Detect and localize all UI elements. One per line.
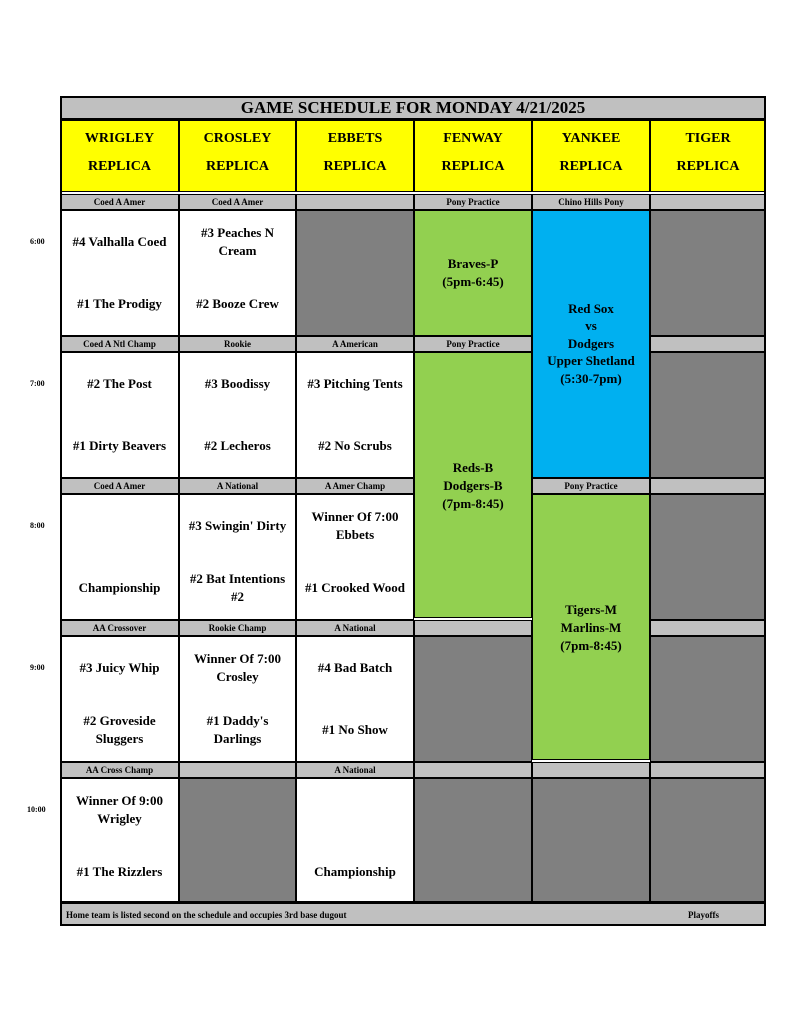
division-label: A National [296, 620, 414, 636]
division-label: AA Crossover [60, 620, 179, 636]
game-cell-wrigley-6 [60, 210, 179, 336]
time-range: (5pm-6:45) [442, 274, 504, 289]
home-team: #2 Booze Crew [196, 296, 279, 311]
home-team: Championship [78, 580, 161, 595]
division-label [532, 762, 650, 778]
field-sub: REPLICA [205, 159, 269, 174]
away-team: #4 Valhalla Coed [72, 234, 167, 249]
field-sub: REPLICA [87, 159, 151, 174]
game-cell-crosley-9 [179, 636, 296, 762]
game-cell-wrigley-7 [60, 352, 179, 478]
home-team: #1 The Prodigy [77, 296, 162, 311]
division-label [414, 762, 532, 778]
division-label: AA Cross Champ [60, 762, 179, 778]
time-range: (7pm-8:45) [560, 638, 622, 653]
division-label [414, 620, 532, 636]
pony-practice-block [414, 210, 532, 336]
division-label: Rookie Champ [179, 620, 296, 636]
field-sub: REPLICA [441, 159, 505, 174]
division-label: Pony Practice [414, 194, 532, 210]
field-header-wrigley [60, 120, 179, 192]
away-team: #3 Pitching Tents [307, 376, 403, 391]
away-team: #3 Peaches N Cream [201, 225, 274, 258]
team-name: Braves-P [447, 256, 499, 271]
away-team: #3 Swingin' Dirty [188, 518, 287, 533]
field-name: TIGER [685, 131, 731, 146]
home-team: #1 Crooked Wood [305, 580, 405, 595]
away-team: #4 Bad Batch [317, 660, 393, 675]
away-team: #2 The Post [87, 376, 152, 391]
away-team: Winner Of 9:00 Wrigley [76, 793, 163, 826]
page-title: GAME SCHEDULE FOR MONDAY 4/21/2025 [60, 96, 766, 120]
division-label: A National [179, 478, 296, 494]
game-cell-crosley-8 [179, 494, 296, 620]
chino-hills-pony-block [532, 210, 650, 478]
team-name: Tigers-M [565, 602, 617, 617]
field-header-fenway [414, 120, 532, 192]
versus-text: vs [585, 318, 597, 333]
game-cell-wrigley-9 [60, 636, 179, 762]
division-label: A American [296, 336, 414, 352]
team-name: Marlins-M [560, 620, 622, 635]
unused-slot [179, 778, 296, 902]
home-team: #1 No Show [322, 722, 388, 737]
field-header-tiger [650, 120, 766, 192]
time-label: 10:00 [27, 805, 46, 814]
division-label [650, 336, 766, 352]
pony-practice-block [532, 494, 650, 760]
home-team: #2 Groveside Sluggers [83, 713, 156, 746]
team-name: Dodgers-B [443, 478, 503, 493]
pony-practice-block [414, 352, 532, 618]
time-range: (5:30-7pm) [560, 371, 622, 386]
division-label: Coed A Amer [60, 478, 179, 494]
home-team: #1 The Rizzlers [76, 864, 163, 879]
division-label: Pony Practice [532, 478, 650, 494]
division-label: Rookie [179, 336, 296, 352]
field-name: CROSLEY [203, 131, 272, 146]
home-team: #1 Daddy's Darlings [206, 713, 269, 746]
game-cell-crosley-7 [179, 352, 296, 478]
field-sub: REPLICA [676, 159, 740, 174]
home-team: #2 No Scrubs [318, 438, 392, 453]
division-label: Chino Hills Pony [532, 194, 650, 210]
away-team: #3 Juicy Whip [79, 660, 160, 675]
home-team: #2 Lecheros [204, 438, 271, 453]
division-label [650, 194, 766, 210]
unused-slot [650, 352, 766, 478]
field-name: EBBETS [327, 131, 383, 146]
away-team: #3 Boodissy [204, 376, 271, 391]
unused-slot [650, 778, 766, 902]
unused-slot [532, 778, 650, 902]
time-label: 9:00 [30, 663, 45, 672]
division-label: Pony Practice [414, 336, 532, 352]
field-header-crosley [179, 120, 296, 192]
unused-slot [414, 636, 532, 762]
unused-slot [650, 636, 766, 762]
division-label [296, 194, 414, 210]
time-label: 7:00 [30, 379, 45, 388]
away-team: Winner Of 7:00 Crosley [194, 651, 281, 684]
division-label [179, 762, 296, 778]
game-cell-crosley-6 [179, 210, 296, 336]
division-label: A Amer Champ [296, 478, 414, 494]
unused-slot [650, 494, 766, 620]
field-header-ebbets [296, 120, 414, 192]
division-label: Coed A Amer [60, 194, 179, 210]
home-team: #1 Dirty Beavers [72, 438, 167, 453]
time-range: (7pm-8:45) [442, 496, 504, 511]
game-cell-wrigley-8 [60, 494, 179, 620]
division-label: Coed A Ntl Champ [60, 336, 179, 352]
division-label [650, 762, 766, 778]
home-team: Championship [314, 864, 396, 879]
division-label: A National [296, 762, 414, 778]
division-label: Coed A Amer [179, 194, 296, 210]
away-team: Winner Of 7:00 Ebbets [311, 509, 399, 542]
field-name: YANKEE [561, 131, 621, 146]
game-cell-ebbets-10 [296, 778, 414, 902]
game-cell-ebbets-7 [296, 352, 414, 478]
unused-slot [296, 210, 414, 336]
unused-slot [414, 778, 532, 902]
game-cell-ebbets-9 [296, 636, 414, 762]
division-label [650, 478, 766, 494]
footer-note: Home team is listed second on the schedule and occupies 3rd base dugout [66, 910, 347, 920]
division-label [650, 620, 766, 636]
game-cell-ebbets-8 [296, 494, 414, 620]
team-name: Reds-B [452, 460, 494, 475]
unused-slot [650, 210, 766, 336]
game-cell-wrigley-10 [60, 778, 179, 902]
division-name: Upper Shetland [547, 353, 635, 368]
time-label: 8:00 [30, 521, 45, 530]
field-sub: REPLICA [323, 159, 387, 174]
footer-bar [60, 902, 766, 926]
time-label: 6:00 [30, 237, 45, 246]
footer-legend: Playoffs [688, 910, 719, 920]
team-name: Dodgers [567, 336, 615, 351]
home-team: #2 Bat Intentions #2 [189, 571, 286, 604]
team-name: Red Sox [568, 301, 614, 316]
field-header-yankee [532, 120, 650, 192]
field-name: FENWAY [443, 131, 503, 146]
field-name: WRIGLEY [84, 131, 155, 146]
field-sub: REPLICA [559, 159, 623, 174]
